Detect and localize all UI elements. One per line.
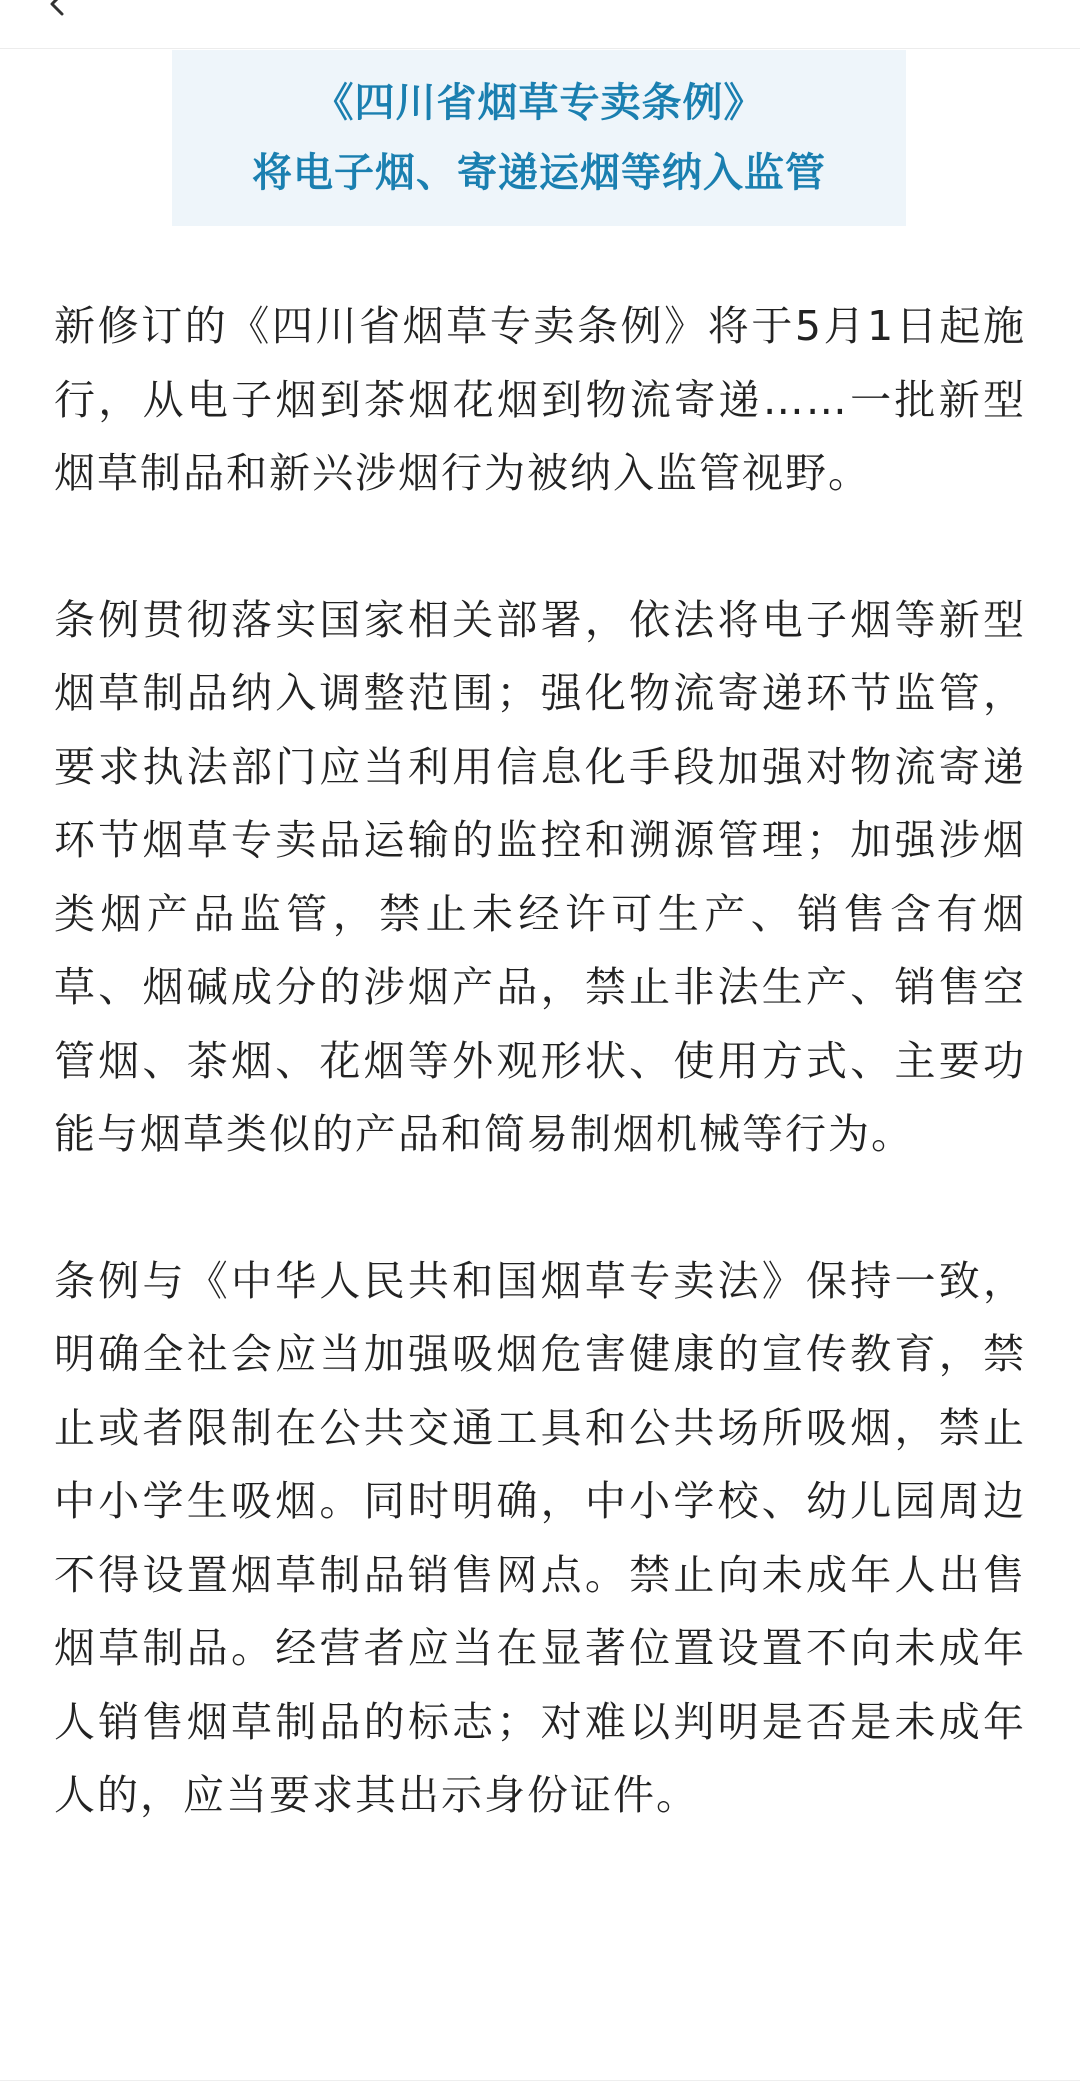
headline-banner [172,50,906,226]
article-paragraph-1: 新修订的《四川省烟草专卖条例》将于5月1日起施行，从电子烟到茶烟花烟到物流寄递……一批新型烟草制品和新兴涉烟行为被纳入监管视野。 [54,302,1026,497]
back-button[interactable] [40,0,80,24]
bottom-divider [0,2080,1080,2081]
article-body [54,290,1026,1833]
headline-line-1: 《四川省烟草专卖条例》 [313,80,765,126]
article-paragraph-2: 条例贯彻落实国家相关部署，依法将电子烟等新型烟草制品纳入调整范围；强化物流寄递环节监管，要求执法部门应当利用信息化手段加强对物流寄递环节烟草专卖品运输的监控和溯源管理；加强涉烟类烟产品监管，禁止未经许可生产、销售含有烟草、烟碱成分的涉烟产品，禁止非法生产、销售空管烟、茶烟、花烟等外观形状、使用方式、主要功能与烟草类似的产品和简易制烟机械等行为。 [54,595,1026,1158]
chevron-left-icon [40,0,80,24]
headline-line-2: 将电子烟、寄递运烟等纳入监管 [252,150,826,196]
article-paragraph-3: 条例与《中华人民共和国烟草专卖法》保持一致，明确全社会应当加强吸烟危害健康的宣传教育，禁止或者限制在公共交通工具和公共场所吸烟，禁止中小学生吸烟。同时明确，中小学校、幼儿园周边不得设置烟草制品销售网点。禁止向未成年人出售烟草制品。经营者应当在显著位置设置不向未成年人销售烟草制品的标志；对难以判明是否是未成年人的，应当要求其出示身份证件。 [54,1256,1026,1819]
top-nav-bar [0,0,1080,49]
